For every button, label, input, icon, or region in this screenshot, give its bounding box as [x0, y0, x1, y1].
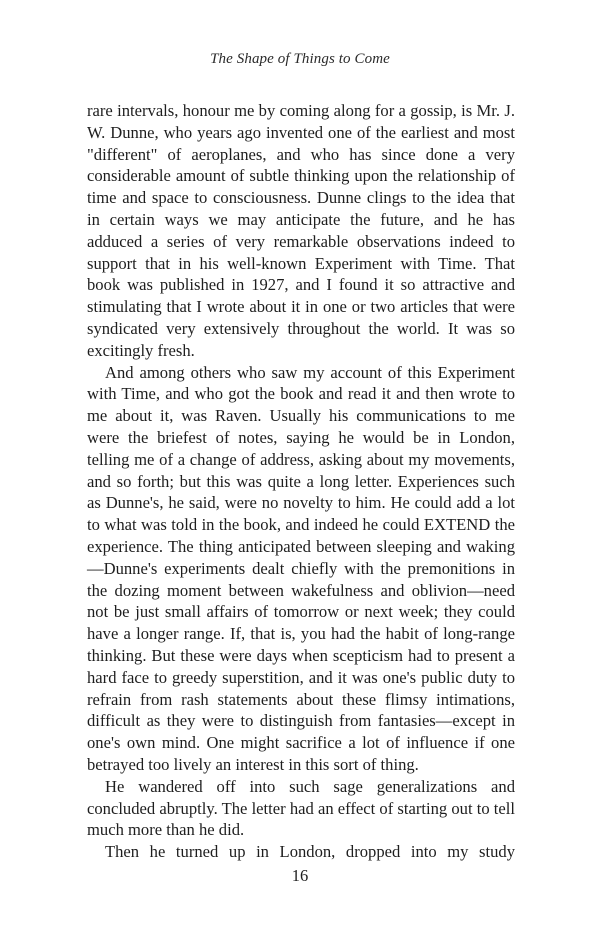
page-number: 16 [291, 866, 309, 885]
body-text [87, 100, 515, 863]
paragraph-experiment-letter: And among others who saw my account of this Experiment with Time, and who got the book and read it and then wrote to me about it, was Raven. Usually his communications to me were the briefest of notes, saying he would be in London, telling me of a change of address, asking about my movements, and so forth; but this was quite a long letter. Experiences such as Dunne's, he said, were no novelty to him. He could add a lot to what was told in the book, and indeed he could EXTEND the experience. The thing anticipated between sleeping and waking —Dunne's experiments dealt chiefly with the premonitions in the dozing moment between wakefulness and oblivion—need not be just small affairs of tomorrow or next week; they could have a longer range. If, that is, you had the habit of long-range thinking. But these were days when scepticism had to present a hard face to greedy superstition, and it was one's public duty to refrain from rash statements about these flimsy intimations, difficult as they were to distinguish from fantasies—except in one's own mind. One might sacrifice a lot of influence if one betrayed too lively an interest in this sort of thing. [87, 362, 515, 774]
paragraph-generalizations: He wandered off into such sage generalizations and concluded abruptly. The letter had an effect of starting out to tell much more than he did. [87, 776, 515, 840]
paragraph-continued: rare intervals, honour me by coming along for a gossip, is Mr. J. W. Dunne, who years ago invented one of the earliest and most "different" of aeroplanes, and who has since done a very considerable amount of subtle thinking upon the relationship of time and space to consciousness. Dunne clings to the idea that in certain ways we may anticipate the future, and he has adduced a series of very remarkable observations indeed to support that in his well-known Experiment with Time. That book was published in 1927, and I found it so attractive and stimulating that I wrote about it in one or two articles that were syndicated very extensively throughout the world. It was so excitingly fresh. [87, 101, 515, 360]
running-head-title: The Shape of Things to Come [210, 51, 390, 67]
paragraph-turned-up: Then he turned up in London, dropped into my study [105, 842, 515, 862]
